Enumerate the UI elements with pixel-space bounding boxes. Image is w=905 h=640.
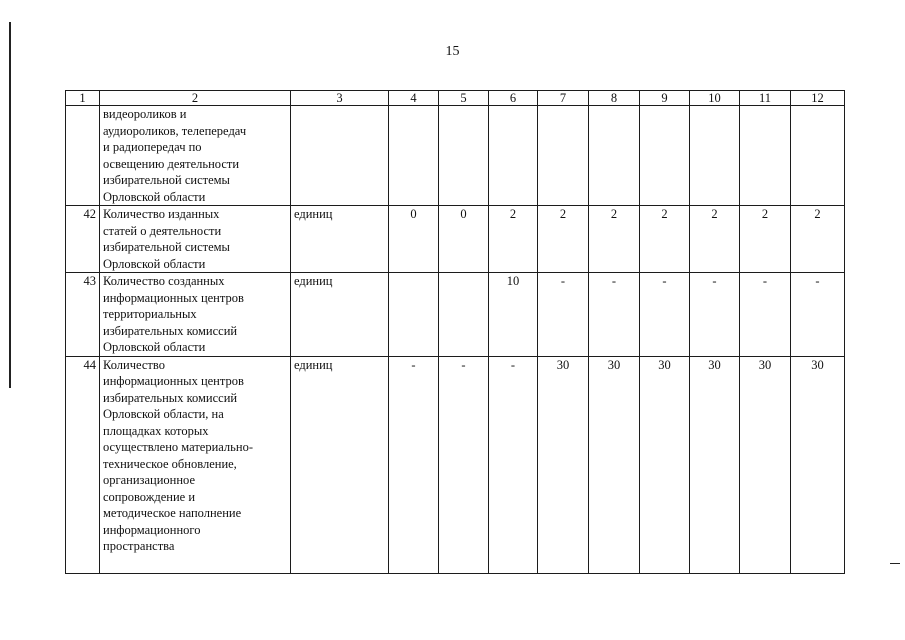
indicator-name-line: Орловской области, на	[103, 407, 224, 421]
indicator-name-line: Орловской области	[103, 256, 206, 271]
column-number-header: 3	[291, 91, 389, 106]
indicator-name-line: пространства	[103, 539, 175, 553]
value-cell: 0	[389, 206, 439, 273]
value-cell: -	[538, 273, 589, 357]
indicator-name-line: площадках которых	[103, 423, 209, 438]
indicator-name-line: аудиороликов, телепередач	[103, 123, 247, 138]
indicator-name	[100, 206, 291, 273]
indicator-name-line: и радиопередач по	[103, 140, 202, 154]
row-number: 44	[66, 356, 100, 573]
value-cell: -	[389, 356, 439, 573]
unit-cell: единиц	[291, 206, 389, 273]
value-cell	[489, 106, 538, 206]
value-cell: 30	[740, 356, 791, 573]
indicator-name-line: Количество изданных	[103, 207, 220, 221]
table-row	[66, 106, 845, 206]
row-number	[66, 106, 100, 206]
table-row	[66, 273, 845, 357]
page-number: 15	[445, 44, 460, 59]
value-cell: 30	[690, 356, 740, 573]
indicator-name-line: избирательной системы	[103, 240, 230, 254]
value-cell: -	[690, 273, 740, 357]
column-number-header: 6	[489, 91, 538, 106]
value-cell: -	[439, 356, 489, 573]
value-cell: 10	[489, 273, 538, 357]
indicator-name-line: методическое наполнение	[103, 506, 242, 520]
column-number-header: 12	[791, 91, 845, 106]
edge-mark	[890, 563, 900, 564]
value-cell: -	[489, 356, 538, 573]
value-cell	[640, 106, 690, 206]
value-cell: -	[589, 273, 640, 357]
column-number-header: 5	[439, 91, 489, 106]
value-cell: 0	[439, 206, 489, 273]
column-number-header: 8	[589, 91, 640, 106]
value-cell: -	[791, 273, 845, 357]
indicator-name-line: сопровождение и	[103, 489, 196, 504]
indicator-name-line: избирательной системы	[103, 173, 230, 187]
indicator-name-line: избирательных комиссий	[103, 323, 238, 338]
unit-cell	[291, 106, 389, 206]
unit-cell: единиц	[291, 273, 389, 357]
value-cell: 2	[589, 206, 640, 273]
value-cell: 2	[640, 206, 690, 273]
indicator-name	[100, 106, 291, 206]
indicator-name-line: освещению деятельности	[103, 156, 240, 171]
value-cell	[538, 106, 589, 206]
value-cell: 2	[791, 206, 845, 273]
indicator-name-line: организационное	[103, 473, 195, 487]
indicator-name-line: статей о деятельности	[103, 223, 222, 238]
column-number-header: 1	[66, 91, 100, 106]
row-number: 42	[66, 206, 100, 273]
row-number: 43	[66, 273, 100, 357]
indicator-name-line: осуществлено материально-	[103, 440, 253, 454]
indicator-name	[100, 356, 291, 573]
indicator-name-line: видеороликов и	[103, 107, 187, 121]
value-cell	[740, 106, 791, 206]
indicator-name-line: информационного	[103, 522, 201, 537]
value-cell	[690, 106, 740, 206]
value-cell	[589, 106, 640, 206]
value-cell: 30	[589, 356, 640, 573]
indicator-name-line: Количество	[103, 357, 165, 372]
indicator-name-line: избирательных комиссий	[103, 390, 238, 405]
indicators-table	[65, 90, 845, 574]
column-number-header: 9	[640, 91, 690, 106]
value-cell: 2	[740, 206, 791, 273]
indicator-name-line: информационных центров	[103, 290, 244, 305]
value-cell	[389, 273, 439, 357]
indicator-name-line: техническое обновление,	[103, 456, 237, 471]
indicator-name-line: Орловской области	[103, 189, 206, 204]
indicator-name	[100, 273, 291, 357]
value-cell: 2	[538, 206, 589, 273]
column-number-header-row	[66, 91, 845, 106]
indicator-name-line: территориальных	[103, 307, 197, 321]
value-cell: -	[640, 273, 690, 357]
value-cell: 2	[690, 206, 740, 273]
left-margin-line	[9, 22, 11, 388]
value-cell	[791, 106, 845, 206]
value-cell	[389, 106, 439, 206]
indicator-name-line: информационных центров	[103, 374, 244, 388]
value-cell	[439, 106, 489, 206]
indicator-name-line: Орловской области	[103, 340, 206, 354]
value-cell	[439, 273, 489, 357]
column-number-header: 10	[690, 91, 740, 106]
unit-cell: единиц	[291, 356, 389, 573]
column-number-header: 4	[389, 91, 439, 106]
indicator-name-line: Количество созданных	[103, 274, 225, 288]
value-cell: 2	[489, 206, 538, 273]
value-cell: 30	[538, 356, 589, 573]
column-number-header: 11	[740, 91, 791, 106]
table-row	[66, 206, 845, 273]
value-cell: -	[740, 273, 791, 357]
table-row	[66, 356, 845, 573]
column-number-header: 7	[538, 91, 589, 106]
column-number-header: 2	[100, 91, 291, 106]
value-cell: 30	[791, 356, 845, 573]
value-cell: 30	[640, 356, 690, 573]
